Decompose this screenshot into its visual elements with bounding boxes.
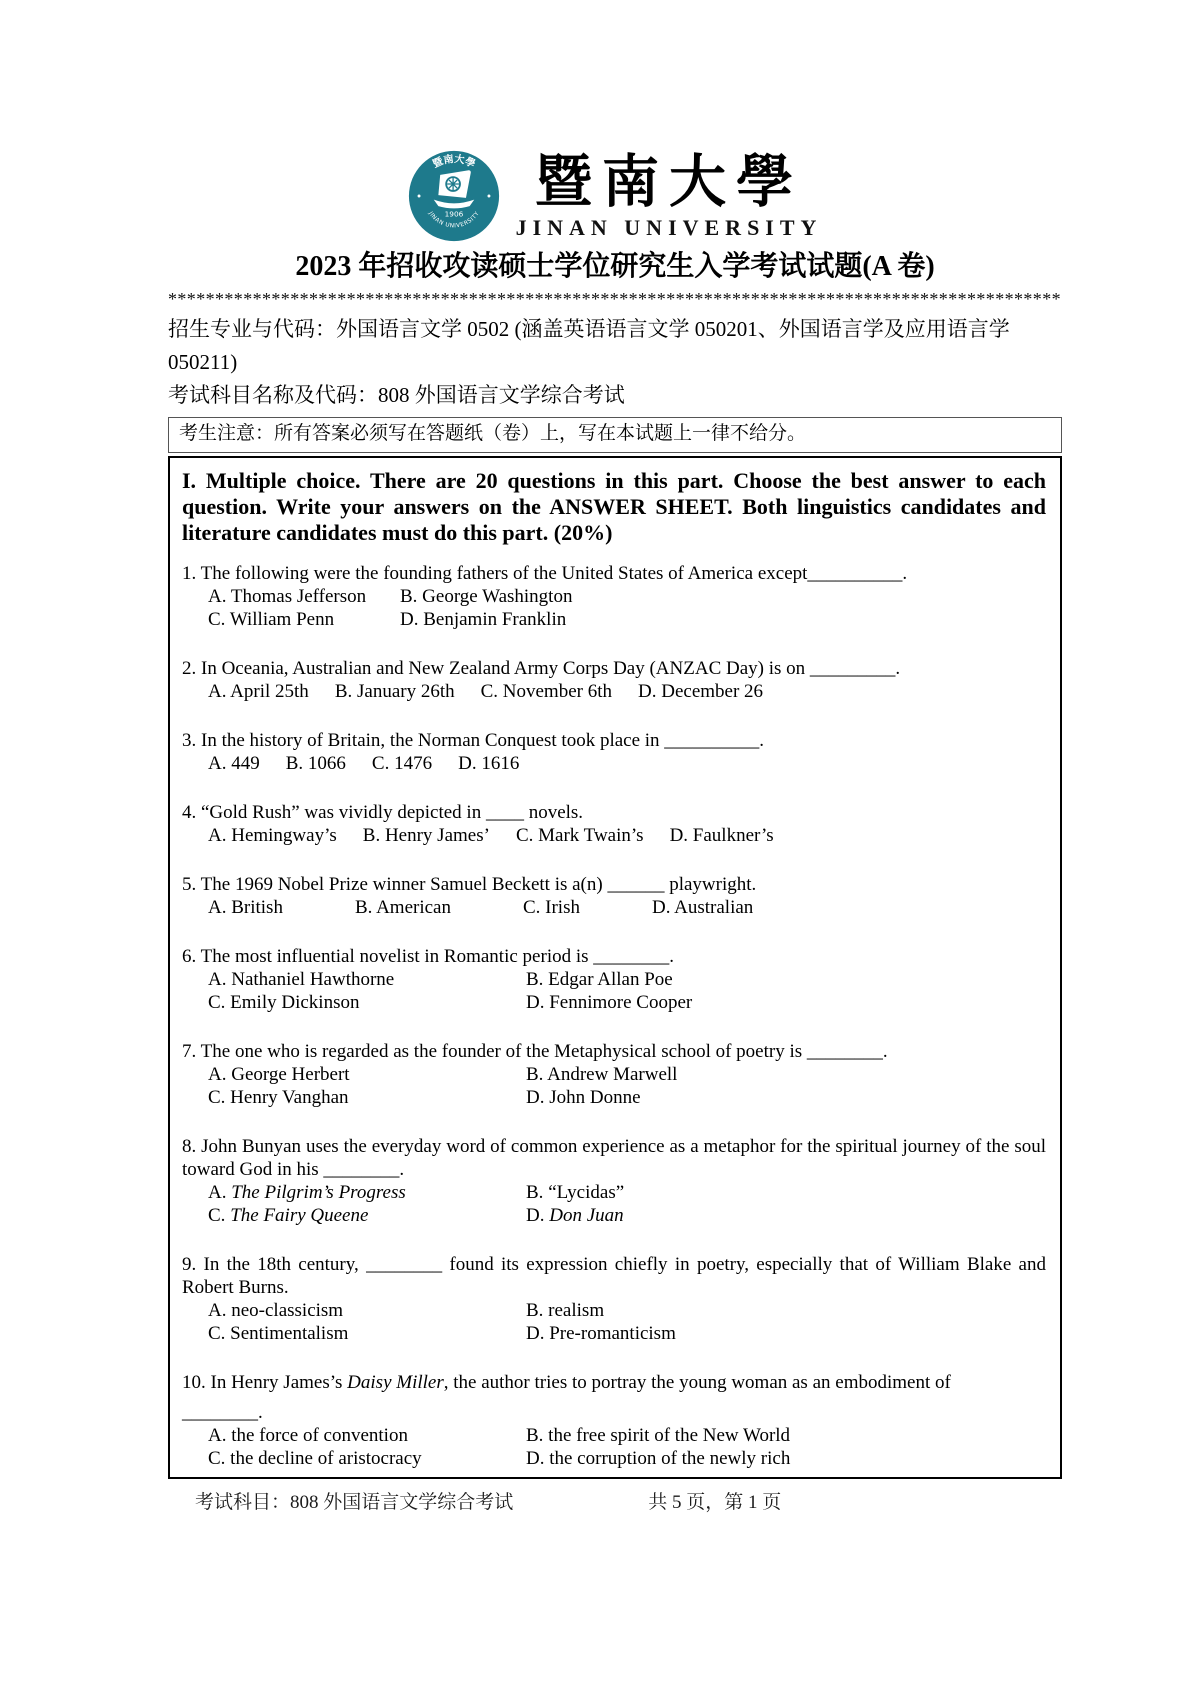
question-text: 5. The 1969 Nobel Prize winner Samuel Beckett is a(n) ______ playwright.: [182, 874, 757, 895]
university-names: [516, 151, 823, 241]
seal-top-text: 暨南大學: [430, 153, 477, 171]
university-seal-logo: [408, 150, 500, 242]
options: [182, 824, 1046, 847]
option: C. Emily Dickinson: [208, 992, 360, 1013]
candidate-notice-box: [168, 417, 1062, 453]
option: B. Edgar Allan Poe: [526, 969, 673, 990]
subject-code-line: 考试科目名称及代码：808 外国语言文学综合考试: [168, 383, 625, 407]
question-10: [182, 1371, 1046, 1470]
header: [168, 150, 1062, 242]
questions: [182, 562, 1046, 1470]
seal-bottom-text: JINAN UNIVERSITY: [426, 210, 481, 230]
exam-title: 2023 年招收攻读硕士学位研究生入学考试试题(A 卷): [295, 251, 935, 282]
meta-info: [168, 313, 1062, 412]
options: [182, 752, 1046, 775]
question-text: 3. In the history of Britain, the Norman Conquest took place in __________.: [182, 730, 765, 751]
question-1: [182, 562, 1046, 631]
option: A. 449: [208, 753, 260, 774]
option: A. Nathaniel Hawthorne: [208, 969, 395, 990]
question-text: 1. The following were the founding fathers of the United States of America except__________.: [182, 563, 908, 584]
option: C. 1476: [371, 753, 433, 774]
option: A. British: [208, 897, 283, 918]
options: [182, 1181, 1046, 1227]
options: [182, 585, 1046, 631]
page-footer: [168, 1491, 1062, 1515]
options: [182, 1424, 1046, 1470]
option: A. Thomas Jefferson: [208, 586, 367, 607]
question-text: 10. In Henry James’s Daisy Miller, the author tries to portray the young woman as an embodiment of: [182, 1372, 951, 1393]
option: D. Australian: [651, 897, 754, 918]
option: B. “Lycidas”: [526, 1182, 625, 1203]
option: B. American: [354, 897, 451, 918]
option: D. Faulkner’s: [669, 825, 774, 846]
option: C. Sentimentalism: [208, 1323, 349, 1344]
question-8: [182, 1135, 1046, 1227]
options: [182, 1063, 1046, 1109]
option: B. Andrew Marwell: [526, 1064, 678, 1085]
option: C. Henry Vanghan: [208, 1087, 349, 1108]
footer-page-number: 共 5 页，第 1 页: [648, 1492, 782, 1513]
option: C. November 6th: [480, 681, 613, 702]
question-text: 7. The one who is regarded as the founder of the Metaphysical school of poetry is ________.: [182, 1041, 888, 1062]
option: A. The Pilgrim’s Progress: [208, 1182, 406, 1203]
option: B. the free spirit of the New World: [526, 1425, 791, 1446]
option: A. the force of convention: [208, 1425, 408, 1446]
question-box: [168, 456, 1062, 1479]
options: [182, 968, 1046, 1014]
question-2: [182, 657, 1046, 703]
candidate-notice-text: 考生注意：所有答案必须写在答题纸（卷）上，写在本试题上一律不给分。: [179, 423, 807, 444]
question-blank-line: ________.: [182, 1402, 263, 1423]
option: D. Fennimore Cooper: [526, 992, 693, 1013]
options: [182, 896, 1046, 919]
question-text: 6. The most influential novelist in Romantic period is ________.: [182, 946, 675, 967]
option: C. the decline of aristocracy: [208, 1448, 422, 1469]
option: C. William Penn: [208, 609, 335, 630]
question-text: 9. In the 18th century, ________ found its expression chiefly in poetry, especially that of William Blake and Robert Burns.: [182, 1254, 1046, 1298]
question-5: [182, 873, 1046, 919]
option: C. Mark Twain’s: [515, 825, 644, 846]
option: B. 1066: [285, 753, 346, 774]
option: D. 1616: [458, 753, 520, 774]
option: D. Benjamin Franklin: [400, 609, 567, 630]
option: C. Irish: [522, 897, 580, 918]
option: B. Henry James’: [362, 825, 490, 846]
question-text: 4. “Gold Rush” was vividly depicted in ____ novels.: [182, 802, 584, 823]
option: D. the corruption of the newly rich: [526, 1448, 791, 1469]
asterisk-divider: ***********************************************************************************************: [168, 289, 1061, 309]
major-code-line: 招生专业与代码：外国语言文学 0502 (涵盖英语语言文学 050201、外国语言学及应用语言学 050211): [168, 317, 1010, 374]
option: C. The Fairy Queene: [208, 1205, 369, 1226]
option: B. January 26th: [334, 681, 455, 702]
option: D. December 26: [638, 681, 764, 702]
option: D. John Donne: [526, 1087, 641, 1108]
option: D. Pre-romanticism: [526, 1323, 676, 1344]
question-4: [182, 801, 1046, 847]
question-9: [182, 1253, 1046, 1345]
seal-year: 1906: [444, 209, 463, 219]
question-3: [182, 729, 1046, 775]
option: A. Hemingway’s: [208, 825, 337, 846]
options: [182, 1299, 1046, 1345]
option: A. April 25th: [208, 681, 309, 702]
university-name-english: JINAN UNIVERSITY: [515, 215, 823, 240]
option: B. realism: [526, 1300, 605, 1321]
option: A. George Herbert: [208, 1064, 350, 1085]
question-6: [182, 945, 1046, 1014]
page-content: [168, 0, 1062, 1515]
university-name-chinese: 暨南大學: [535, 151, 803, 214]
footer-subject: 考试科目：808 外国语言文学综合考试: [195, 1492, 514, 1513]
section-heading: I. Multiple choice. There are 20 questions in this part. Choose the best answer to each question. Write your answers on the ANSWER SHEET. Both linguistics candidates and literature candidates must do this part. (20%): [182, 468, 1046, 545]
question-7: [182, 1040, 1046, 1109]
question-text: 8. John Bunyan uses the everyday word of common experience as a metaphor for the spiritual journey of the soul toward God in his ________.: [182, 1136, 1046, 1180]
options: [182, 680, 1046, 703]
question-text: 2. In Oceania, Australian and New Zealand Army Corps Day (ANZAC Day) is on _________.: [182, 658, 901, 679]
option: B. George Washington: [400, 586, 573, 607]
option: D. Don Juan: [526, 1205, 624, 1226]
option: A. neo-classicism: [208, 1300, 344, 1321]
